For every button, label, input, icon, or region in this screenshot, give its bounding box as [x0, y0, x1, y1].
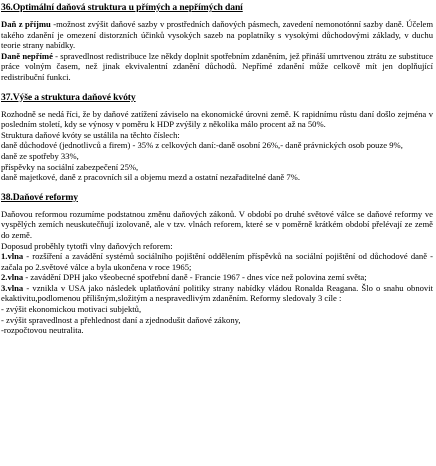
income-tax-term: Daň z příjmu	[1, 19, 51, 29]
tax-structure-line: daně majetkové, daně z pracovních sil a objemu mezd a ostatní nezařaditelné daně 7%.	[1, 172, 300, 183]
reform-wave-2-text: - zavádění DPH jako všeobecné spotřební daně - Francie 1967 - dnes více než polovina zemí světa;	[23, 272, 367, 283]
section-37	[1, 92, 433, 183]
tax-structure-line: příspěvky na sociální zabezpečení 25%,	[1, 161, 139, 172]
section-38-heading: 38.Daňové reformy	[1, 191, 78, 203]
section-36-heading: 36.Optimální daňová struktura u přímých a nepřímých daní	[1, 2, 243, 13]
tax-structure-line: daně ze spotřeby 33%,	[1, 150, 79, 161]
reform-goals-list	[1, 304, 433, 336]
tax-structure-line: daně důchodové (jednotlivců a firem) - 35% z celkových daní:-daně osobní 26%,- daně právnických osob pouze 9%,	[1, 140, 403, 151]
reform-goal-item: -rozpočtovou neutralita.	[1, 325, 84, 336]
section-37-heading: 37.Výše a struktura daňové kvóty	[1, 91, 136, 103]
reform-wave-3	[1, 283, 433, 304]
reform-goal-item: - zvýšit spravedlnost a přehlednost daní a zjednodušit daňové zákony,	[1, 314, 241, 325]
tax-structure-line: Struktura daňové kvóty se ustálila na těchto číslech:	[1, 129, 180, 140]
section-38-paragraph: Daňovou reformou rozumíme podstatnou změnu daňových zákonů. V období po druhé světové válce se daňové reformy ve vyspělých zemích neuskutečňují izolovaně, ale v tzv. vlnách reforem, které se v poměrně krátkém období přelévají ze země do země.	[1, 208, 433, 240]
section-36	[1, 2, 433, 83]
reform-wave-3-text: - vznikla v USA jako následek uplatňování politiky strany nabídky vládou Ronalda Reagana. Šlo o snahu obnovit ekaktivitu,podlomenou přílišným,složitým a nespravedlivým zdaněním. Reformy sledovaly 3 cíle :	[1, 282, 433, 304]
indirect-tax-term: Daně nepřímé	[1, 50, 53, 61]
section-37-paragraph: Rozhodně se nedá říci, že by daňové zatížení záviselo na ekonomické úrovni země. K rapidnímu růstu daní došlo zejména v posledním století, kdy se výnosy v poměru k HDP zvýšily z několika málo procent až na 50%.	[1, 108, 433, 130]
section-36-paragraph-indirect-tax	[1, 51, 433, 83]
reform-goal-item: - zvýšit ekonomickou motivaci subjektů,	[1, 304, 142, 315]
reform-wave-1	[1, 251, 433, 272]
reform-wave-2-label: 2.vlna	[1, 272, 24, 283]
section-36-paragraph-income-tax	[1, 19, 433, 51]
reform-wave-1-label: 1.vlna	[1, 251, 24, 262]
section-38	[1, 192, 433, 336]
reform-wave-2	[1, 272, 433, 283]
income-tax-text: -možnost zvýšit daňové sazby v prostředních daňových pásmech, zavedení nemonotónní sazby daně. Účelem takého zdanění je omezení distorzních účinků vysokých sazeb na poplatníky s vysokými důchodovými základy, v duchu teorie strany nabídky.	[1, 19, 433, 51]
section-38-intro: Doposud proběhly tytotři vlny daňových reforem:	[1, 240, 173, 251]
reform-wave-1-text: - rozšíření a zavádění systémů sociálního pojištění oddělením příspěvků na sociální pojištění od důchodové daně - začala po 2.světové válce a byla ukončena v roce 1965;	[1, 251, 433, 272]
indirect-tax-text: - spravedlnost redistribuce lze někdy doplnit spotřebním zdaněním, jež přináší umrtvenou ztrátu ze substituce práce volným časem, než jinak ekvivalentní zdanění důchodů. Nepřímé zdanění může celkově mít jen doplňující redistribuční funkci.	[1, 50, 434, 82]
reform-wave-3-label: 3.vlna	[1, 282, 24, 293]
tax-structure-list	[1, 130, 433, 183]
